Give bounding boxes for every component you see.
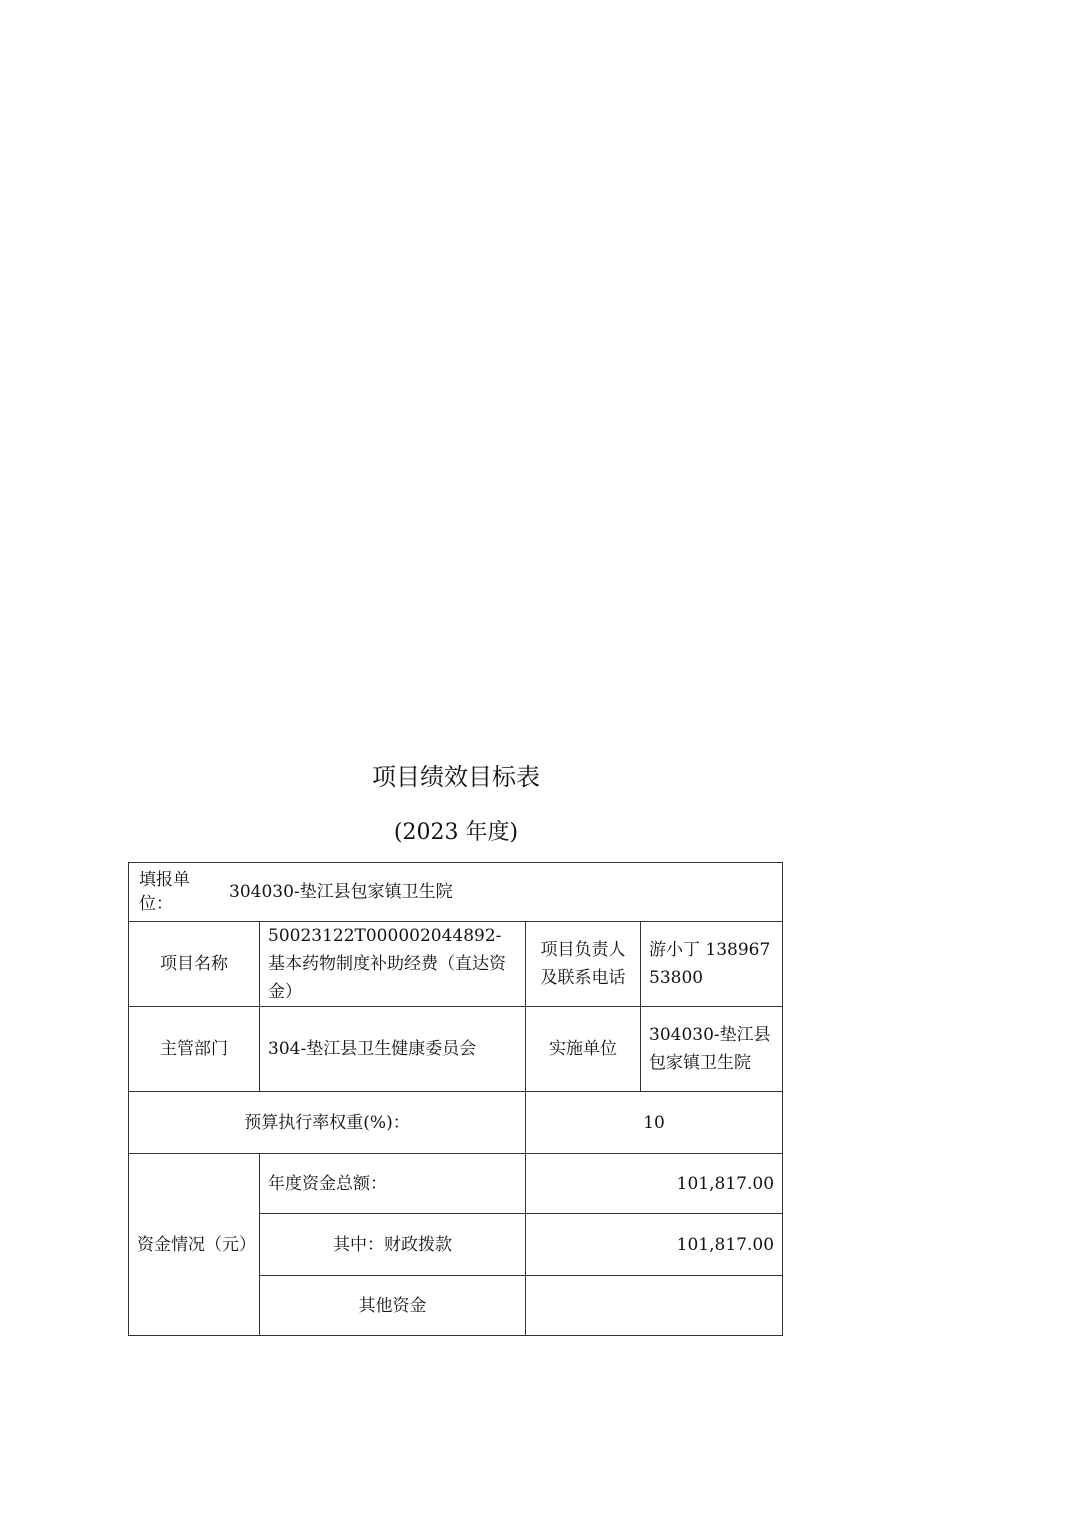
annual-total-value: 101,817.00 (526, 1154, 783, 1214)
funds-label: 资金情况（元） (129, 1154, 260, 1336)
unit-value: 304030-垫江县包家镇卫生院 (229, 882, 453, 902)
row-project (129, 922, 783, 1007)
fiscal-value: 101,817.00 (526, 1214, 783, 1276)
project-name-label: 项目名称 (129, 922, 260, 1007)
fiscal-label: 其中：财政拨款 (260, 1214, 526, 1276)
page-title: 项目绩效目标表 (372, 763, 540, 791)
contact-label: 项目负责人及联系电话 (526, 922, 641, 1007)
dept-value: 304-垫江县卫生健康委员会 (260, 1007, 526, 1092)
row-dept (129, 1007, 783, 1092)
performance-table (128, 862, 783, 1336)
unit-label: 填报单位： (139, 870, 190, 914)
annual-total-label: 年度资金总额： (260, 1154, 526, 1214)
dept-label: 主管部门 (129, 1007, 260, 1092)
other-label: 其他资金 (260, 1276, 526, 1336)
other-value (526, 1276, 783, 1336)
page-subtitle: (2023 年度) (393, 820, 519, 845)
row-annual-total (129, 1154, 783, 1214)
budget-weight-value: 10 (526, 1092, 783, 1154)
budget-weight-label: 预算执行率权重(%)： (129, 1092, 526, 1154)
contact-value: 游小丁 13896753800 (641, 922, 783, 1007)
impl-label: 实施单位 (526, 1007, 641, 1092)
impl-value: 304030-垫江县包家镇卫生院 (641, 1007, 783, 1092)
row-unit (129, 863, 783, 922)
project-name-value: 50023122T000002044892-基本药物制度补助经费（直达资金） (260, 922, 526, 1007)
row-budget-weight (129, 1092, 783, 1154)
unit-cell (129, 863, 783, 922)
